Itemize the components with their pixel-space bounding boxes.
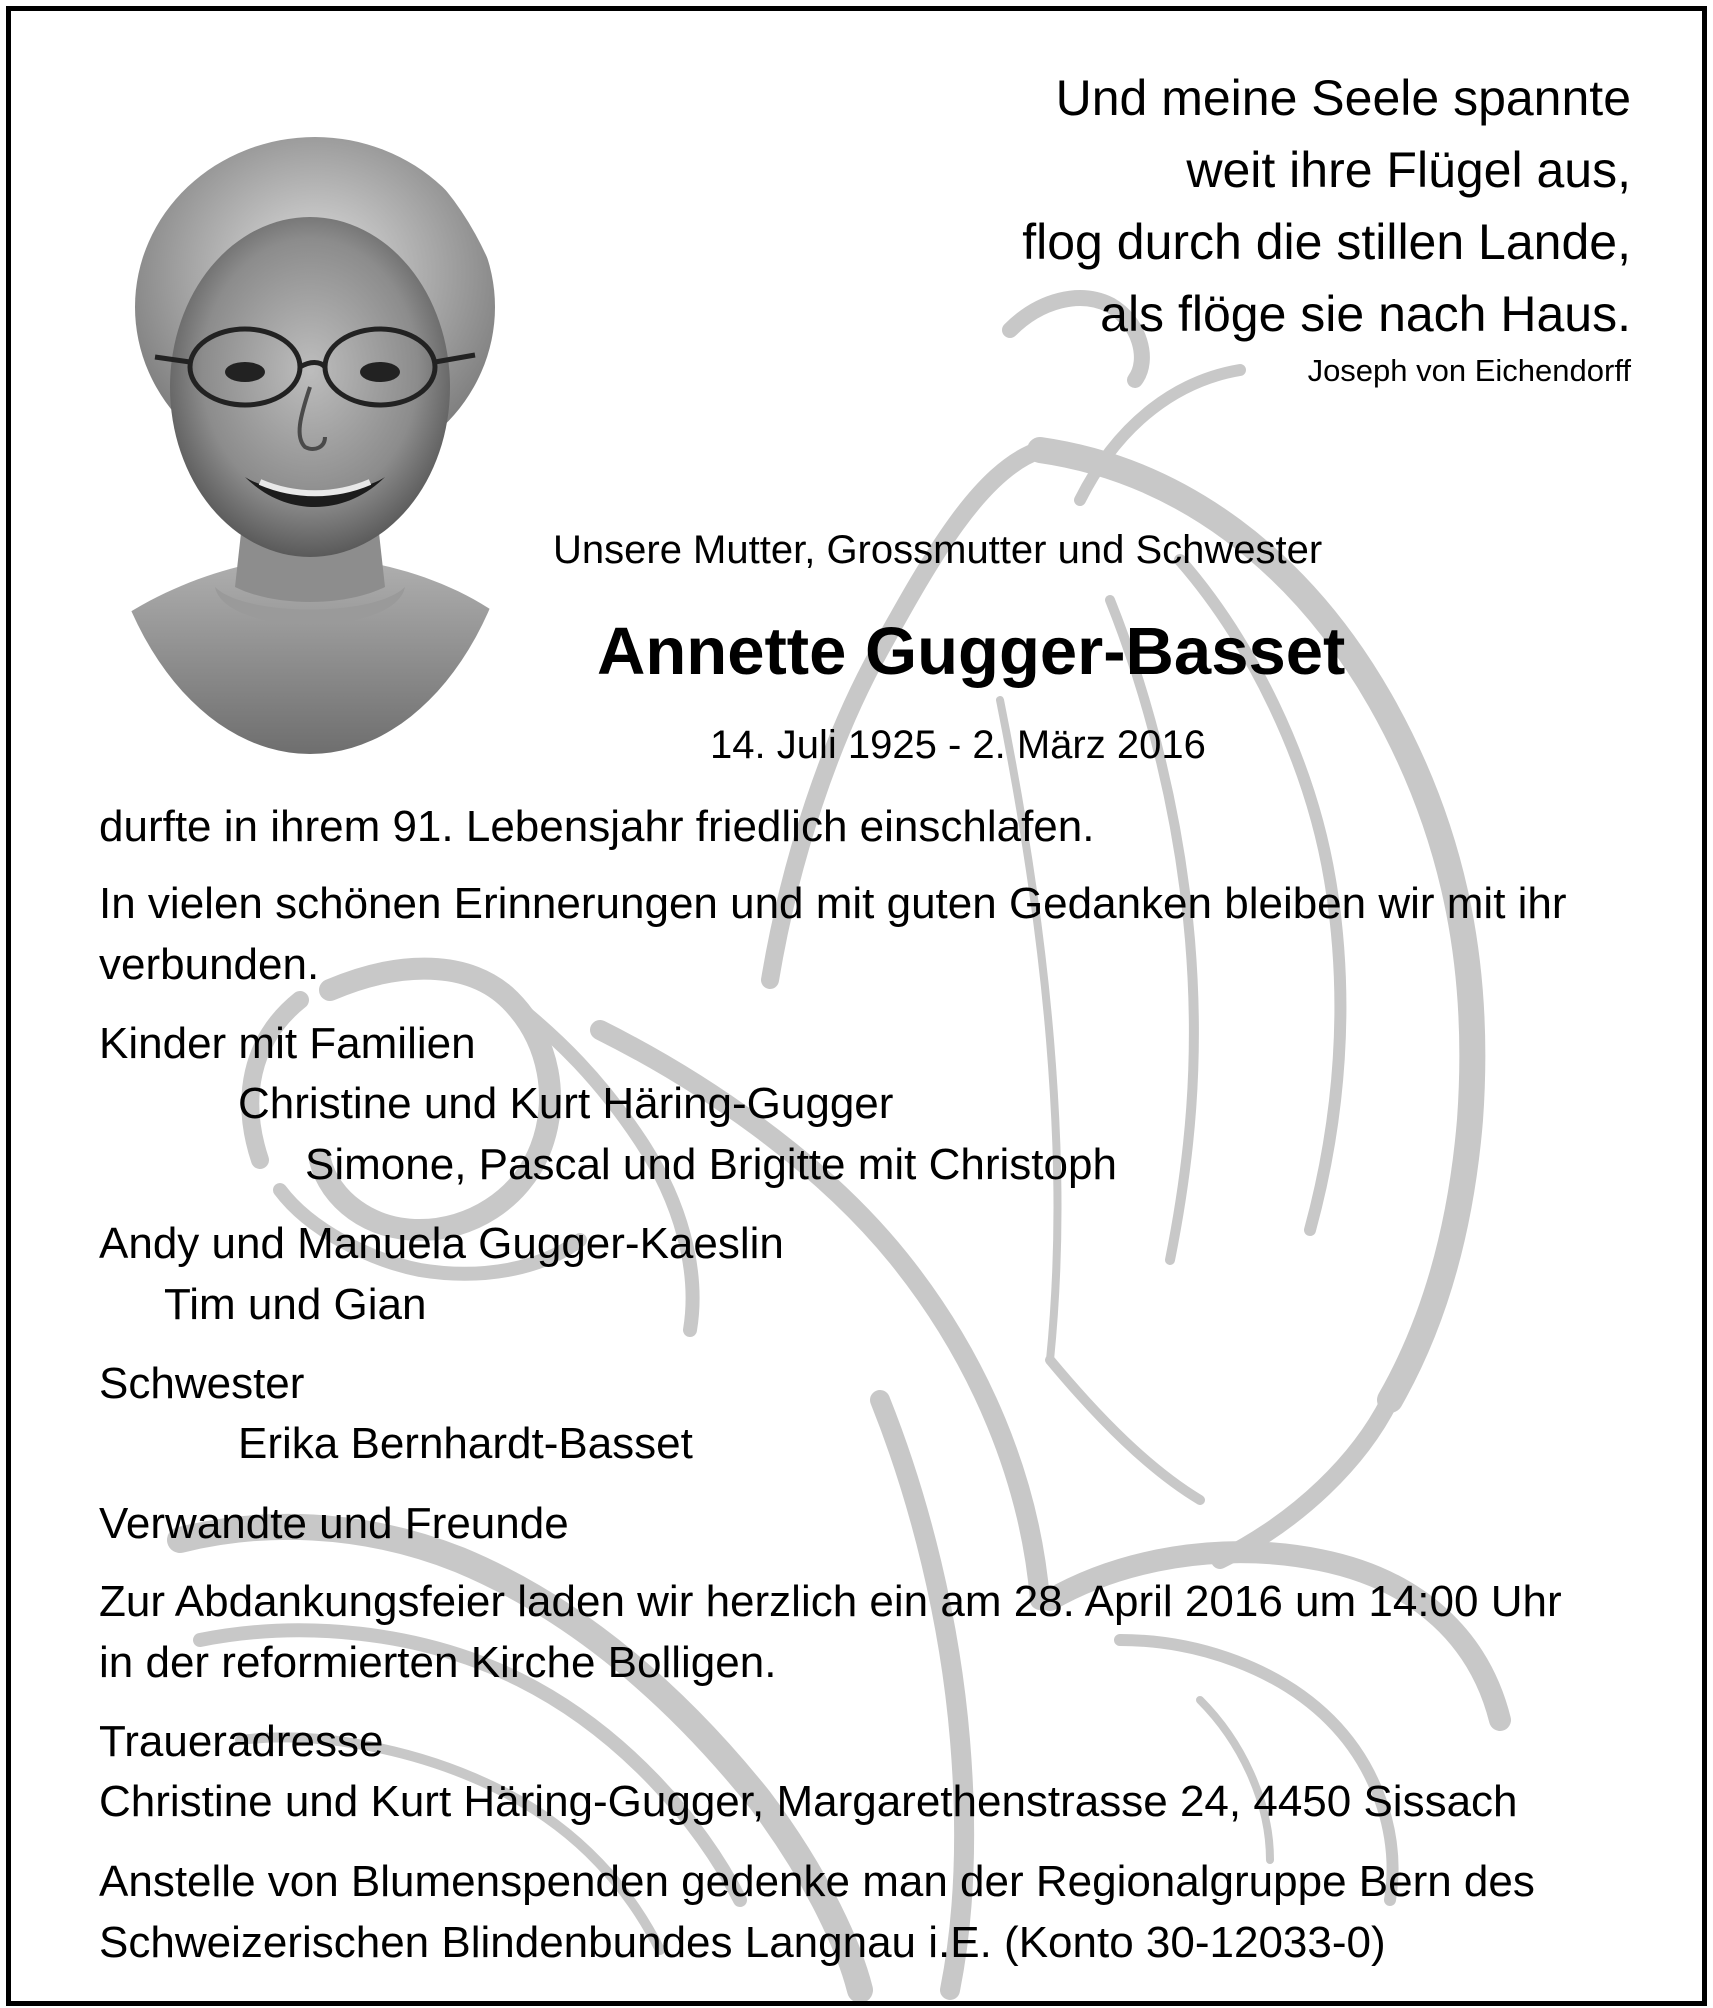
child-1: Christine und Kurt Häring-Gugger xyxy=(238,1079,894,1128)
poem-line: als flöge sie nach Haus. xyxy=(1100,286,1631,342)
memory-line-2: verbunden. xyxy=(99,940,320,989)
ceremony-line-1: Zur Abdankungsfeier laden wir herzlich ein am 28. April 2016 um 14:00 Uhr xyxy=(99,1577,1562,1626)
page-border xyxy=(6,6,1707,2006)
poem-author: Joseph von Eichendorff xyxy=(1307,353,1631,388)
passed-line: durfte in ihrem 91. Lebensjahr friedlich einschlafen. xyxy=(99,802,1095,851)
donation-line-2: Schweizerischen Blindenbundes Langnau i.E. (Konto 30-12033-0) xyxy=(99,1918,1386,1967)
deceased-name: Annette Gugger-Basset xyxy=(597,614,1346,689)
sister-name: Erika Bernhardt-Basset xyxy=(238,1419,693,1468)
address-line: Christine und Kurt Häring-Gugger, Margarethenstrasse 24, 4450 Sissach xyxy=(99,1777,1518,1826)
children-heading: Kinder mit Familien xyxy=(99,1019,476,1068)
poem-line: Und meine Seele spannte xyxy=(1055,70,1631,126)
relatives-line: Verwandte und Freunde xyxy=(99,1499,569,1548)
address-heading: Traueradresse xyxy=(99,1717,384,1766)
grandchildren-2: Tim und Gian xyxy=(164,1280,427,1329)
donation-line-1: Anstelle von Blumenspenden gedenke man der Regionalgruppe Bern des xyxy=(99,1857,1535,1906)
poem-line: weit ihre Flügel aus, xyxy=(1186,142,1631,198)
grandchildren-1: Simone, Pascal und Brigitte mit Christoph xyxy=(305,1140,1117,1189)
poem-line: flog durch die stillen Lande, xyxy=(1022,214,1631,270)
child-2: Andy und Manuela Gugger-Kaeslin xyxy=(99,1219,784,1268)
life-dates: 14. Juli 1925 - 2. März 2016 xyxy=(710,723,1206,767)
intro-line: Unsere Mutter, Grossmutter und Schwester xyxy=(553,528,1323,572)
memory-line-1: In vielen schönen Erinnerungen und mit guten Gedanken bleiben wir mit ihr xyxy=(99,879,1567,928)
ceremony-line-2: in der reformierten Kirche Bolligen. xyxy=(99,1638,777,1687)
sister-heading: Schwester xyxy=(99,1359,305,1408)
